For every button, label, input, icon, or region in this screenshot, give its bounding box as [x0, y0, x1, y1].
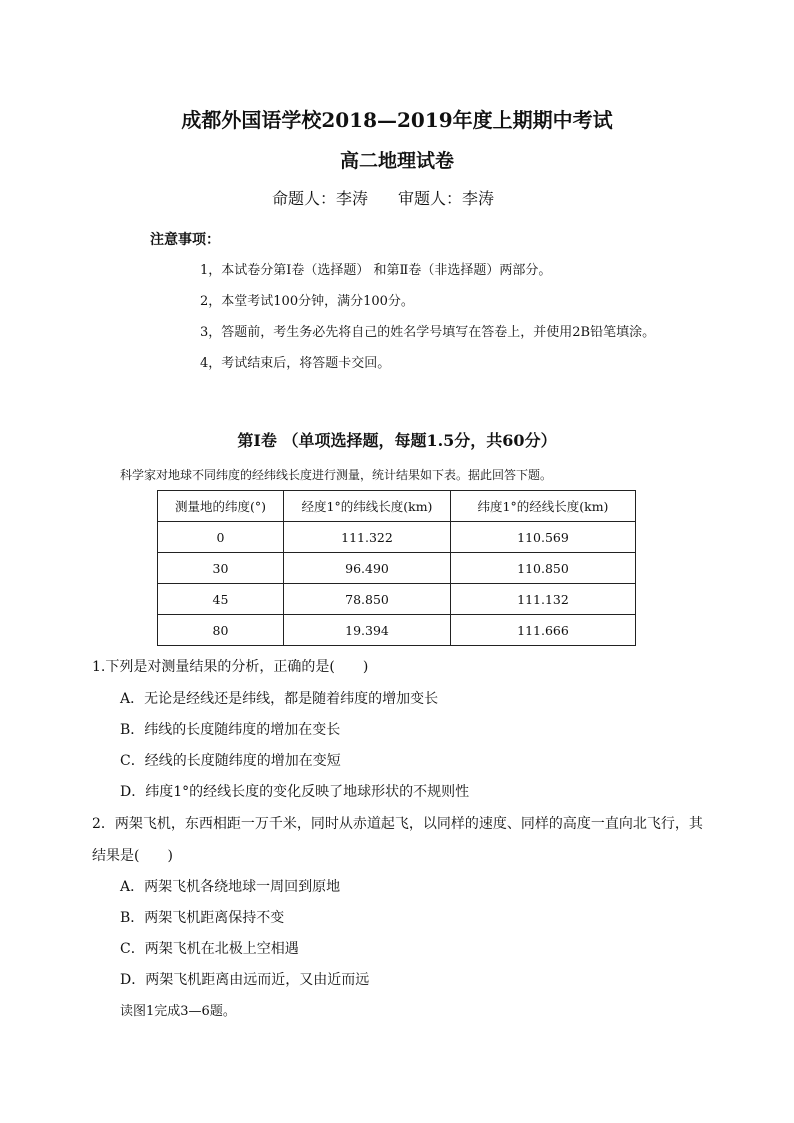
table-cell: 45 — [158, 584, 284, 615]
question-2-option-a: A．两架飞机各绕地球一周回到原地 — [120, 879, 341, 895]
table-row — [158, 615, 636, 646]
exam-subtitle: 高二地理试卷 — [339, 150, 454, 172]
table-cell: 78.850 — [284, 584, 451, 615]
measurement-table — [157, 490, 636, 646]
table-header-row — [158, 491, 636, 522]
question-2-option-b: B．两架飞机距离保持不变 — [120, 910, 285, 926]
table-row — [158, 584, 636, 615]
notice-item: 4，考试结束后，将答题卡交回。 — [200, 356, 391, 371]
notice-item: 3，答题前，考生务必先将自己的姓名学号填写在答卷上，并使用2B铅笔填涂。 — [200, 325, 656, 340]
question-2-option-c: C．两架飞机在北极上空相遇 — [120, 941, 299, 957]
section-intro: 科学家对地球不同纬度的经纬线长度进行测量，统计结果如下表。据此回答下题。 — [120, 468, 553, 482]
setter: 命题人：李涛 — [272, 189, 369, 208]
table-header-cell: 经度1°的纬线长度(km) — [284, 491, 451, 522]
question-1-option-a: A．无论是经线还是纬线，都是随着纬度的增加变长 — [120, 691, 439, 707]
table-cell: 111.132 — [451, 584, 636, 615]
question-1-option-d: D．纬度1°的经线长度的变化反映了地球形状的不规则性 — [120, 784, 470, 800]
notice-item: 2，本堂考试100分钟，满分100分。 — [200, 294, 414, 309]
authors-line — [272, 186, 494, 209]
section-title: 第Ⅰ卷 （单项选择题，每题1.5分，共60分） — [237, 431, 557, 450]
table-cell: 0 — [158, 522, 284, 553]
table-header-cell: 测量地的纬度(°) — [158, 491, 284, 522]
table-cell: 30 — [158, 553, 284, 584]
table-row — [158, 553, 636, 584]
question-1-option-b: B．纬线的长度随纬度的增加在变长 — [120, 722, 341, 738]
figure-instruction: 读图1完成3—6题。 — [120, 1004, 236, 1019]
table-cell: 110.569 — [451, 522, 636, 553]
table-cell: 19.394 — [284, 615, 451, 646]
table-header-cell: 纬度1°的经线长度(km) — [451, 491, 636, 522]
notice-heading: 注意事项： — [150, 232, 220, 248]
table-cell: 80 — [158, 615, 284, 646]
table-cell: 96.490 — [284, 553, 451, 584]
question-1-stem: 1.下列是对测量结果的分析，正确的是( ) — [92, 659, 369, 675]
question-2-option-d: D．两架飞机距离由远而近，又由近而远 — [120, 972, 370, 988]
question-1-option-c: C．经线的长度随纬度的增加在变短 — [120, 753, 341, 769]
question-2-stem-cont: 结果是( ) — [92, 848, 173, 864]
reviewer: 审题人：李涛 — [398, 189, 495, 208]
table-cell: 111.666 — [451, 615, 636, 646]
exam-title: 成都外国语学校2018—2019年度上期期中考试 — [181, 108, 613, 132]
table-cell: 111.322 — [284, 522, 451, 553]
question-2-stem: 2．两架飞机，东西相距一万千米，同时从赤道起飞，以同样的速度、同样的高度一直向北飞行，其 — [92, 816, 703, 832]
table-cell: 110.850 — [451, 553, 636, 584]
table-row — [158, 522, 636, 553]
notice-item: 1，本试卷分第Ⅰ卷（选择题） 和第Ⅱ卷（非选择题）两部分。 — [200, 263, 552, 278]
